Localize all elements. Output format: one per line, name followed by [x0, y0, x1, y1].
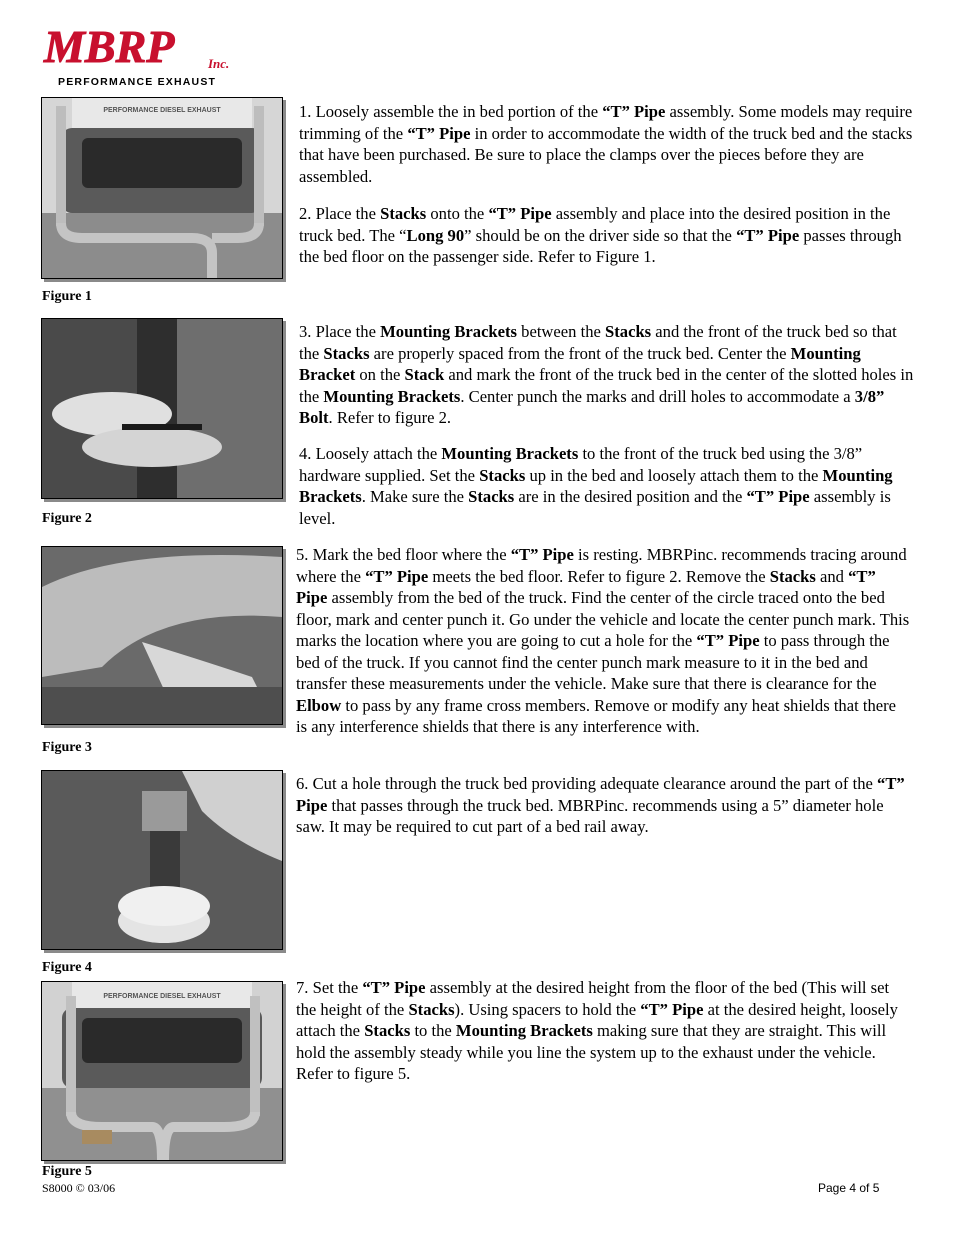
step-7	[296, 977, 911, 1085]
step-text: 3. Place the	[299, 322, 381, 341]
step-bold-term: Mounting Brackets	[323, 386, 461, 406]
step-4	[299, 443, 914, 529]
figure-4-photo	[41, 770, 283, 950]
step-bold-term: Long 90	[406, 225, 465, 245]
step-text: assembly is level.	[299, 487, 891, 528]
step-5	[296, 544, 911, 738]
step-text: are properly spaced from the front of the truck bed. Center the	[369, 343, 791, 363]
step-text: onto the	[426, 204, 489, 223]
step-bold-term: Stack	[404, 365, 445, 384]
step-text: that passes through the truck bed. MBRPinc. recommends using a 5” diameter hole saw. It may be required to cut part of a bed rail away.	[296, 795, 884, 836]
step-bold-term: Stacks	[605, 322, 652, 341]
step-bold-term: “T” Pipe	[510, 545, 574, 564]
step-bold-term: Mounting Bracket	[299, 343, 861, 384]
step-text: and the front of the truck bed so that the	[299, 322, 897, 363]
step-2	[299, 203, 914, 268]
step-bold-term: “T” Pipe	[488, 204, 552, 223]
step-bold-term: “T” Pipe	[296, 774, 905, 815]
step-bold-term: “T” Pipe	[407, 123, 471, 143]
step-bold-term: Elbow	[296, 695, 342, 715]
step-text: assembly and place into the desired position in the truck bed. The “	[299, 204, 891, 245]
step-bold-term: “T” Pipe	[746, 487, 810, 506]
step-bold-term: “T” Pipe	[736, 225, 800, 245]
step-text: assembly from the bed of the truck. Find the center of the circle traced onto the bed floor, mark and center punch it. Go under the vehicle and locate the center punch mark. This marks the location where you are going to cut a hole for the	[296, 588, 910, 650]
step-bold-term: Mounting Brackets	[441, 444, 579, 463]
step-text: 7. Set the	[296, 978, 363, 997]
step-text: 4. Loosely attach the	[299, 444, 442, 463]
step-bold-term: Mounting Brackets	[455, 1021, 593, 1040]
step-text: making sure that they are straight. This will hold the assembly steady while you line the system up to the exhaust under the vehicle. Refer to figure 5.	[296, 1021, 887, 1083]
step-bold-term: Mounting Brackets	[299, 465, 893, 506]
step-bold-term: “T” Pipe	[602, 102, 666, 121]
step-text: on the	[355, 365, 405, 384]
step-text: passes through the bed floor on the passenger side. Refer to Figure 1.	[299, 225, 902, 266]
step-bold-term: Stacks	[769, 566, 816, 586]
step-1	[299, 101, 914, 187]
figure-5-photo	[41, 981, 283, 1161]
mbrp-logo	[40, 22, 250, 90]
page-number: Page 4 of 5	[818, 1181, 880, 1195]
step-text: . Make sure the	[361, 487, 469, 506]
step-text: meets the bed floor. Refer to figure 2. Remove the	[428, 566, 770, 586]
step-6	[296, 773, 911, 838]
step-bold-term: “T” Pipe	[365, 566, 429, 586]
step-text: ). Using spacers to hold the	[454, 999, 641, 1019]
step-text: is resting. MBRPinc. recommends tracing around where the	[296, 545, 907, 586]
step-text: up in the bed and loosely attach them to the	[525, 465, 823, 485]
step-text: 6. Cut a hole through the truck bed providing adequate clearance around the part of the	[296, 774, 878, 793]
figure-5-caption: Figure 5	[42, 1164, 92, 1179]
step-text: are in the desired position and the	[514, 487, 747, 506]
step-bold-term: “T” Pipe	[296, 566, 876, 607]
footer-code: S8000 © 03/06	[42, 1181, 116, 1195]
figure-2-photo	[41, 318, 283, 499]
figure-1-photo	[41, 97, 283, 279]
step-text: at the desired height, loosely attach the	[296, 999, 898, 1040]
logo-wordmark	[40, 22, 250, 72]
step-text: . Center punch the marks and drill holes to accommodate a	[460, 386, 855, 406]
step-text: assembly. Some models may require trimming of the	[299, 102, 913, 143]
step-bold-term: “T” Pipe	[362, 978, 426, 997]
step-text: 1. Loosely assemble the in bed portion of the	[299, 102, 603, 121]
step-text: and mark the front of the truck bed in the center of the slotted holes in the	[299, 365, 914, 406]
figure-5-photo-label: PERFORMANCE DIESEL EXHAUST	[103, 993, 221, 1000]
logo-inc: Inc.	[208, 56, 230, 71]
step-text: in order to accommodate the width of the truck bed and the stacks that have been purchased. Be sure to place the clamps over the pieces before they are assembled.	[299, 123, 913, 186]
step-text: to pass by any frame cross members. Remove or modify any heat shields that there is any interference shields that there is any interference with.	[296, 695, 897, 736]
step-text: 5. Mark the bed floor where the	[296, 545, 511, 564]
step-text: between the	[517, 322, 606, 341]
step-bold-term: “T” Pipe	[640, 999, 704, 1019]
step-3	[299, 321, 914, 429]
step-bold-term: Stacks	[468, 487, 515, 506]
step-bold-term: Stacks	[479, 465, 526, 485]
step-text: and	[815, 566, 849, 586]
step-text: to pass through the bed of the truck. If you cannot find the center punch mark measure to it in the bed and transfer these measurements under the vehicle. Make sure that there is clearance for the	[296, 631, 890, 693]
step-bold-term: 3/8” Bolt	[299, 386, 885, 427]
step-bold-term: Stacks	[364, 1021, 411, 1040]
step-bold-term: Stacks	[323, 343, 370, 363]
step-text: . Refer to figure 2.	[328, 408, 452, 427]
figure-4-caption: Figure 4	[42, 960, 92, 975]
figure-1-photo-label: PERFORMANCE DIESEL EXHAUST	[103, 107, 221, 114]
step-bold-term: Stacks	[408, 999, 455, 1019]
step-text: to the front of the truck bed using the 3/8” hardware supplied. Set the	[299, 444, 863, 485]
step-text: assembly at the desired height from the floor of the bed (This will set the height of the	[296, 978, 890, 1019]
step-text: 2. Place the	[299, 204, 381, 223]
step-text: ” should be on the driver side so that the	[464, 225, 737, 245]
figure-2-caption: Figure 2	[42, 511, 92, 526]
figure-3-caption: Figure 3	[42, 740, 92, 755]
figure-1-caption: Figure 1	[42, 289, 92, 304]
step-bold-term: Stacks	[380, 204, 427, 223]
step-text: to the	[410, 1021, 456, 1040]
logo-tagline: PERFORMANCE EXHAUST	[58, 76, 217, 88]
step-bold-term: “T” Pipe	[696, 631, 760, 650]
figure-3-photo	[41, 546, 283, 725]
step-bold-term: Mounting Brackets	[380, 322, 518, 341]
logo-text: MBRP	[44, 22, 175, 72]
